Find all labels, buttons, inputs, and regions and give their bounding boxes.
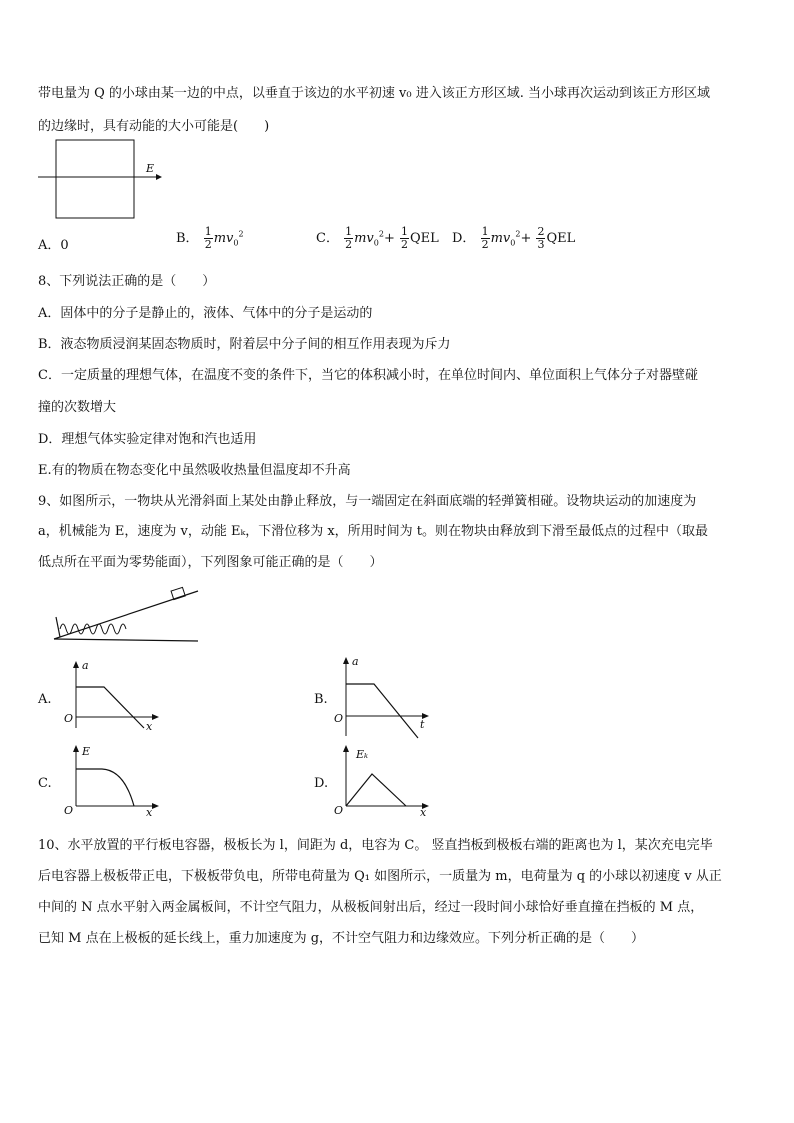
q9-stem-line3: 低点所在平面为零势能面），下列图象可能正确的是（ ） bbox=[38, 555, 383, 570]
q7-stem-line1: 带电量为 Q 的小球由某一边的中点，以垂直于该边的水平初速 v₀ 进入该正方形区域. 当小球再次运动到该正方形区域 bbox=[38, 86, 711, 101]
q10-stem-line3: 中间的 N 点水平射入两金属板间，不计空气阻力，从极板间射出后，经过一段时间小球恰好垂直撞在挡板的 M 点， bbox=[38, 900, 704, 915]
q10-stem-line1: 10、水平放置的平行板电容器，极板长为 l，间距为 d，电容为 C。 竖直挡板到极板右端的距离也为 l，某次充电完毕 bbox=[38, 838, 713, 853]
fraction: $\frac{1}{2}$ bbox=[481, 225, 489, 251]
q8-option-e: E.有的物质在物态变化中虽然吸收热量但温度却不升高 bbox=[38, 463, 351, 478]
q8-stem: 8、下列说法正确的是（ ） bbox=[38, 274, 216, 289]
q7-option-d-label: D． bbox=[452, 231, 476, 246]
fraction: $\frac{1}{2}$ bbox=[204, 225, 212, 251]
q7-option-c-label: C． bbox=[316, 231, 339, 246]
block bbox=[171, 587, 185, 599]
q7-option-a-value: 0 bbox=[60, 238, 69, 253]
q7-option-a bbox=[38, 234, 69, 253]
q8-option-c-line2: 撞的次数增大 bbox=[38, 400, 117, 415]
q7-square-field-figure bbox=[36, 138, 166, 220]
q8-option-b: B．液态物质浸润某固态物质时，附着层中分子间的相互作用表现为斥力 bbox=[38, 337, 451, 352]
q7-option-a-label: A． bbox=[38, 238, 61, 253]
q9-graph-a bbox=[62, 660, 162, 732]
axis-label-y: Eₖ bbox=[356, 748, 369, 761]
origin-label: O bbox=[64, 712, 74, 725]
q10-stem-line2: 后电容器上极板带正电，下极板带负电，所带电荷量为 Q₁ 如图所示，一质量为 m，电荷量为 q 的小球以初速度 v 从正 bbox=[38, 869, 722, 884]
axis-label-y: E bbox=[82, 745, 91, 758]
q8-option-c-line1: C．一定质量的理想气体，在温度不变的条件下，当它的体积减小时，在单位时间内、单位面积上气体分子对器壁碰 bbox=[38, 368, 698, 383]
q9-stem-line2: a，机械能为 E，速度为 v，动能 Eₖ，下滑位移为 x，所用时间为 t。则在物块由释放到下滑至最低点的过程中（取最 bbox=[38, 524, 709, 539]
q9-graph-d bbox=[332, 744, 432, 819]
q9-option-a-label: A. bbox=[38, 692, 52, 707]
fraction: $\frac{1}{2}$ bbox=[401, 225, 408, 251]
q9-option-b-label: B. bbox=[314, 692, 328, 707]
fraction: $\frac{1}{2}$ bbox=[345, 225, 353, 251]
origin-label: O bbox=[334, 712, 344, 725]
q7-option-c: C． $\frac{1}{2}$ $mv_0^2+$ $\frac{1}{2}$ QEL bbox=[316, 225, 439, 251]
q7-option-b-label: B． bbox=[176, 231, 199, 246]
q7-stem-line2: 的边缘时，具有动能的大小可能是( ) bbox=[38, 119, 270, 134]
q7-option-d: D． $\frac{1}{2}$ $mv_0^2+$ $\frac{2}{3}$ QEL bbox=[452, 225, 576, 251]
q9-option-d-label: D. bbox=[314, 776, 329, 791]
origin-label: O bbox=[64, 804, 74, 817]
axis-label-x: x bbox=[420, 806, 427, 819]
q8-option-d: D．理想气体实验定律对饱和汽也适用 bbox=[38, 432, 257, 447]
q7-option-b: B． $\frac{1}{2}$ $mv_0^2$ bbox=[176, 225, 244, 251]
q9-option-c-label: C. bbox=[38, 776, 52, 791]
q8-option-a: A．固体中的分子是静止的，液体、气体中的分子是运动的 bbox=[38, 306, 373, 321]
q9-graph-c bbox=[62, 744, 162, 819]
axis-label-y: a bbox=[82, 659, 89, 672]
q9-graph-b bbox=[332, 656, 432, 740]
axis-label-x: x bbox=[146, 720, 153, 733]
origin-label: O bbox=[334, 804, 344, 817]
fraction: $\frac{2}{3}$ bbox=[537, 225, 545, 251]
q10-stem-line4: 已知 M 点在上极板的延长线上，重力加速度为 g，不计空气阻力和边缘效应。下列分析正确的是（ ） bbox=[38, 931, 645, 946]
q9-stem-line1: 9、如图所示，一物块从光滑斜面上某处由静止释放，与一端固定在斜面底端的轻弹簧相碰。设物块运动的加速度为 bbox=[38, 494, 697, 509]
axis-label-y: a bbox=[352, 655, 359, 668]
axis-label-x: x bbox=[146, 806, 153, 819]
q9-incline-spring-figure bbox=[52, 585, 202, 643]
q7-field-label: E bbox=[146, 162, 155, 175]
axis-label-x: t bbox=[420, 718, 425, 731]
